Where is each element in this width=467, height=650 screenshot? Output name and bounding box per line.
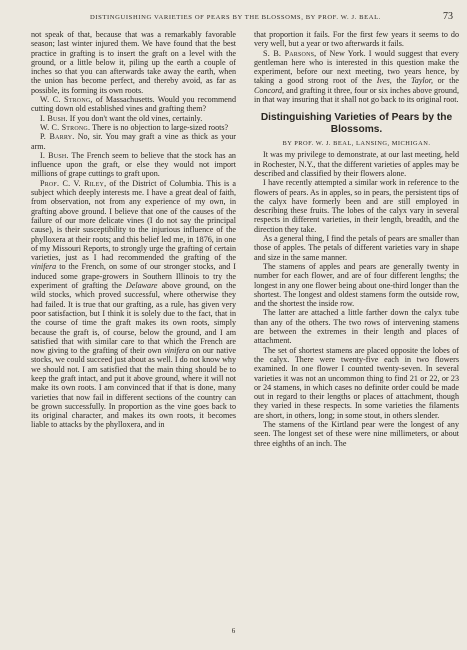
paragraph-text: If you don't want the old vines, certainly. — [67, 113, 203, 123]
section-title: Distinguishing Varieties of Pears by the Blossoms. — [260, 112, 453, 136]
paragraph — [31, 123, 236, 132]
paragraph: not speak of that, because that was a remarkably favorable season; last winter injured them. We have found that the best practice in grafting is to insert the graft on a level with the ground, or a little below it, piling up the earth a couple of inches so that you can afterwards take away the earth, when the union has become perfect, and thereby avoid, as far as possible, its forming its own roots. — [31, 30, 236, 95]
speaker-name: W. C. Strong, — [40, 95, 93, 105]
paragraph-text: or the — [433, 76, 459, 86]
paragraph-text: and grafting it three, four or six inches above ground, in that way insuring that it shall not go back to its original root. — [254, 85, 459, 105]
paragraph-text: on our native stocks, we could succeed just about as well. I do not know why we should not. I am satisfied that the main thing should be to keep the graft intact, and put it above ground, where it will not make its own roots. I am convinced that if that is done, many varieties that now fail in different sections of the country can be grown successfully. In proportion as the vine goes back to its original character, and makes its own roots, it becomes liable to attacks by the phylloxera, and in — [31, 346, 237, 430]
paragraph: As a general thing, I find the petals of pears are smaller than those of apples. The petals of different varieties vary in shape and size in the same manner. — [254, 234, 459, 262]
speaker-name: Prof. C. V. Riley, — [40, 178, 107, 188]
running-header — [18, 11, 453, 26]
paragraph — [31, 132, 236, 151]
paragraph: I have recently attempted a similar work in reference to the flowers of pears. As in apples, so in pears, the persistent tips of the calyx have formerly been and are still employed in describing these fruits. The lobes of the calyx vary in several respects in different varieties, in their length, breadth, and the direction they take. — [254, 178, 459, 234]
paragraph-text: above ground, on the wild stocks, which proved successful, where otherwise they had failed. It is true that our grafting, as a rule, has given very poor satisfaction, but I think it is solely due to the fact, that in the course of time the graft makes its own roots, simply because the graft is, of course, below the ground, and I am satisfied that with similar care to that which the French are now giving to the grafting of their own — [31, 281, 236, 356]
running-title: DISTINGUISHING VARIETIES OF PEARS BY THE BLOSSOMS, BY PROF. W. J. BEAL. — [89, 14, 382, 21]
italic-term: Delaware — [125, 281, 158, 291]
paragraph-text: The French seem to believe that the stock has an influence upon the graft, or else they would not import millions of grape cuttings to graft upon. — [31, 150, 236, 179]
italic-term: Ives, — [376, 76, 392, 86]
author-byline: BY PROF. W. J. BEAL, LANSING, MICHIGAN. — [282, 140, 431, 148]
speaker-name: S. B. Parsons, — [263, 48, 317, 58]
paragraph: The stamens of apples and pears are generally twenty in number for each flower, and are of four different lengths; the longest in any one flower being about one-third longer than the shortest. The longest and oldest stamens form the outside row, and the shortest the inside row. — [254, 261, 459, 309]
paragraph — [31, 95, 236, 114]
paragraph: The stamens of the Kirtland pear were the longest of any seen. The longest set of these were nine millimeters, or about three eighths of an inch. The — [254, 419, 459, 448]
paragraph: The latter are attached a little farther down the calyx tube than any of the others. The two rows of intervening stamens are between the extremes in their length and places of attachment. — [254, 308, 459, 346]
paragraph: The set of shortest stamens are placed opposite the lobes of the calyx. There were twenty-five each in two flowers examined. In one flower I counted twenty-seven. In several varieties it was not an uncommon thing to find 21 or 22, or 23 or 24 stamens, in which cases no definite order could be made out in regard to their lengths or places of attachment, though they varied in these respects. In some varieties the filaments are short, in others, long; in some stout, in others slender. — [254, 345, 459, 420]
italic-term: vinifera — [164, 346, 190, 356]
paragraph — [254, 49, 459, 105]
right-column — [254, 30, 459, 448]
paragraph-text: There is no objection to large-sized roots? — [90, 122, 229, 132]
paragraph-text: of Massachusetts. Would you recommend cutting down old established vines and grafting them? — [31, 95, 236, 114]
paragraph — [31, 179, 236, 430]
paragraph — [31, 114, 236, 123]
paragraph: that proportion it fails. For the first few years it seems to do very well, but a year or two afterwards it fails. — [254, 30, 459, 49]
paragraph-text: of New York. I would suggest that every gentleman here who is interested in this question make the experiment, before our next meeting, two years hence, by taking a good strong root of the — [254, 48, 459, 86]
italic-term: Concord, — [254, 85, 285, 95]
paragraph-text: to the French, on some of our stronger stocks, and I induced some grape-growers in Southern Illinois to try the experiment of grafting the — [31, 262, 236, 291]
signature-mark: 6 — [231, 627, 236, 635]
speaker-name: P. Barry. — [40, 132, 75, 142]
paragraph-text: No, sir. You may graft a vine as thick as your arm. — [31, 132, 236, 151]
speaker-name: I. Bush. — [40, 113, 68, 123]
paragraph-text: of the District of Columbia. This is a subject which deeply interests me. I have a great deal of faith, from observation, not from any experience of my own, in grafting above ground. I believe that one of the causes of the failure of our more delicate vines (I do not say the principal cause), is their susceptibility to the injurious influence of the phylloxera at their roots; and this belief led me, in 1876, in one of my Missouri Reports, to strongly urge the grafting of certain varieties, just as I had recommended the grafting of the — [31, 178, 236, 263]
left-column — [31, 30, 236, 430]
paragraph: It was my privilege to demonstrate, at our last meeting, held in Rochester, N.Y., that the different varieties of apples may be described and classified by their flowers alone. — [254, 150, 459, 178]
speaker-name: W. C. Strong. — [40, 122, 91, 132]
paragraph — [31, 151, 236, 179]
italic-term: vinifera — [31, 262, 57, 272]
page-number: 73 — [443, 11, 453, 22]
italic-term: Taylor, — [411, 76, 433, 86]
paragraph-text: the — [391, 76, 412, 86]
speaker-name: I. Bush. — [40, 150, 69, 160]
